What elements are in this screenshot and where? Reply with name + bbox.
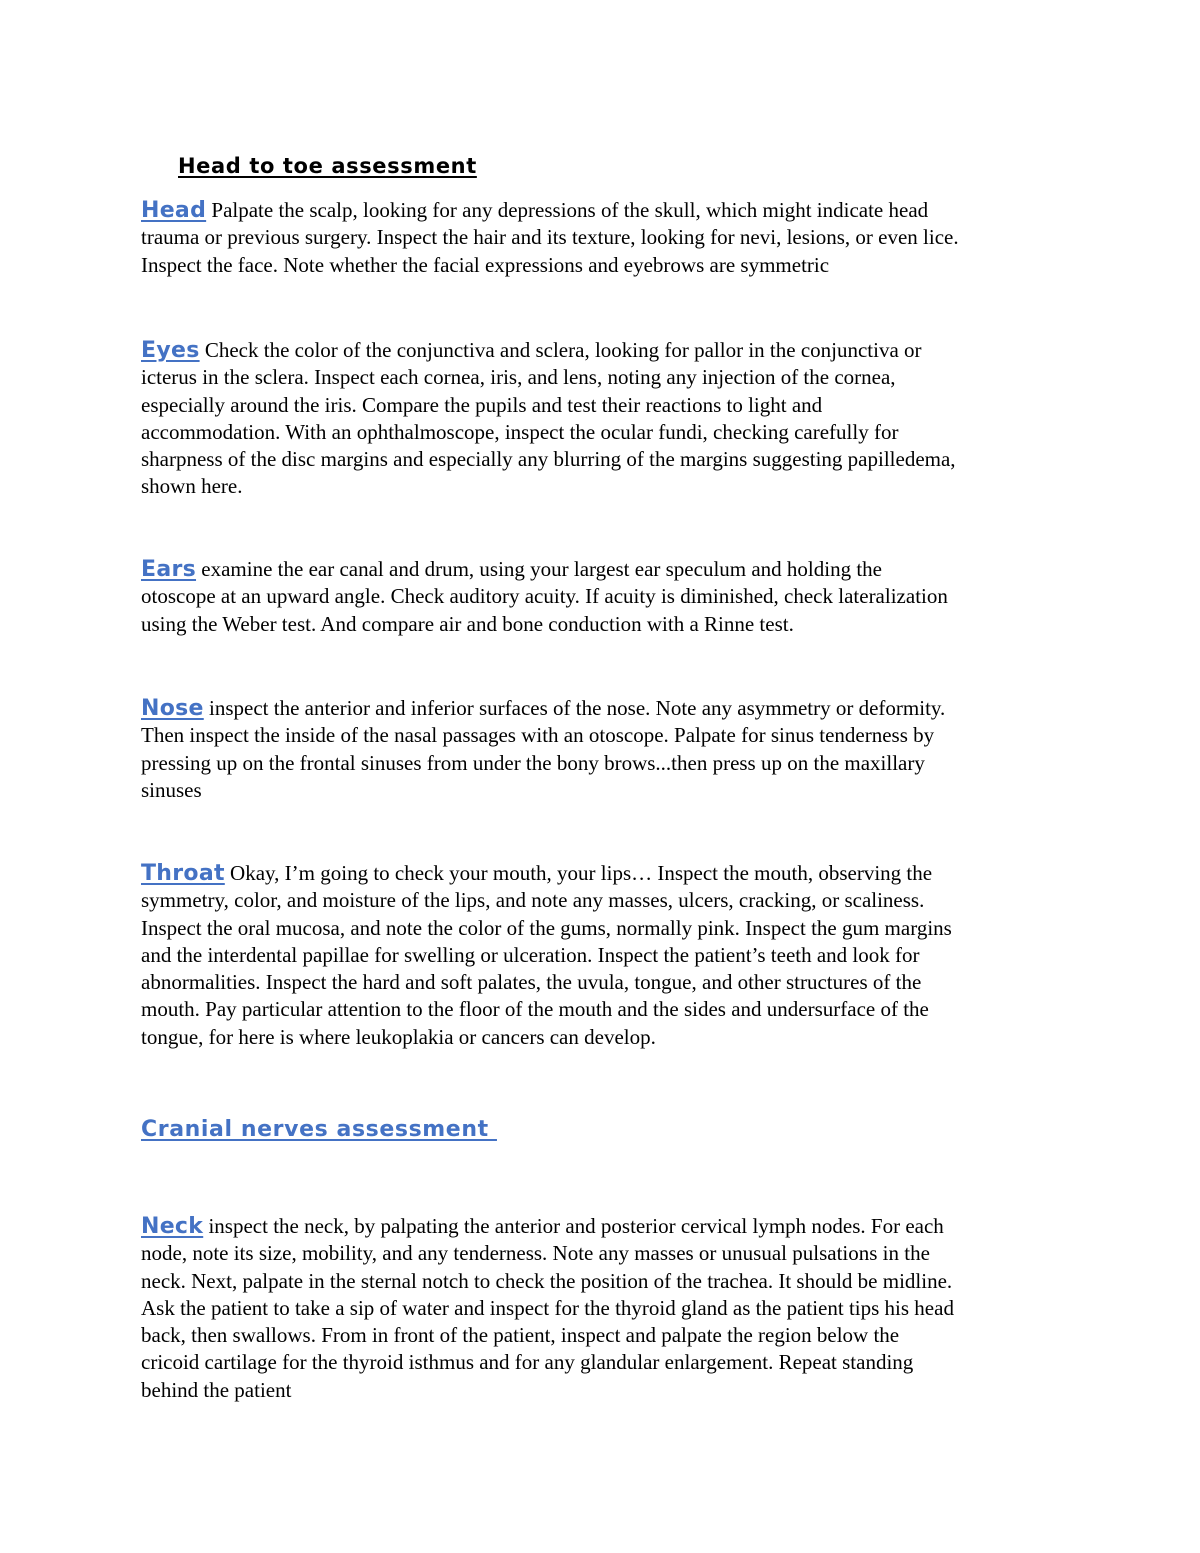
section-line: symmetry, color, and moisture of the lips, and note any masses, ulcers, cracking, or scaliness. (141, 888, 925, 913)
section-line: sinuses (141, 777, 202, 802)
section-line: Palpate the scalp, looking for any depressions of the skull, which might indicate head (211, 198, 929, 222)
section-line: Then inspect the inside of the nasal passages with an otoscope. Palpate for sinus tenderness by (141, 723, 935, 748)
section-line: trauma or previous surgery. Inspect the hair and its texture, looking for nevi, lesions, or even lice. (141, 225, 959, 250)
section-line: Okay, I’m going to check your mouth, your lips… Inspect the mouth, observing the (230, 861, 933, 885)
section-line: accommodation. With an ophthalmoscope, inspect the ocular fundi, checking carefully for (141, 419, 899, 444)
section-heading-ears: Ears (141, 557, 197, 582)
section-heading-neck: Neck (141, 1214, 204, 1239)
section-line: icterus in the sclera. Inspect each cornea, iris, and lens, noting any injection of the cornea, (141, 365, 896, 390)
section-line: examine the ear canal and drum, using your largest ear speculum and holding the (201, 557, 883, 581)
section-head (141, 197, 1071, 279)
section-nose (141, 695, 1071, 804)
section-line: Ask the patient to take a sip of water and inspect for the thyroid gland as the patient tips his head (141, 1295, 954, 1320)
section-line: node, note its size, mobility, and any tenderness. Note any masses or unusual pulsations in the (141, 1241, 930, 1266)
page-title: Head to toe assessment (178, 154, 477, 178)
section-line: especially around the iris. Compare the pupils and test their reactions to light and (141, 392, 823, 417)
section-line: inspect the anterior and inferior surfaces of the nose. Note any asymmetry or deformity. (209, 696, 946, 720)
section-line: Inspect the oral mucosa, and note the color of the gums, normally pink. Inspect the gum margins (141, 915, 952, 940)
section-line: otoscope at an upward angle. Check auditory acuity. If acuity is diminished, check lateralization (141, 584, 948, 609)
cranial-nerves-heading: Cranial nerves assessment (141, 1117, 497, 1142)
section-line: back, then swallows. From in front of the patient, inspect and palpate the region below the (141, 1323, 900, 1348)
section-ears (141, 556, 1071, 638)
section-line: inspect the neck, by palpating the anterior and posterior cervical lymph nodes. For each (208, 1214, 944, 1238)
section-eyes (141, 337, 1071, 501)
section-line: using the Weber test. And compare air and bone conduction with a Rinne test. (141, 611, 794, 636)
section-line: mouth. Pay particular attention to the floor of the mouth and the sides and undersurface of the (141, 997, 929, 1022)
section-line: tongue, for here is where leukoplakia or cancers can develop. (141, 1024, 656, 1049)
section-line: pressing up on the frontal sinuses from under the bony brows...then press up on the maxillary (141, 750, 925, 775)
section-heading-nose: Nose (141, 696, 204, 721)
section-line: Check the color of the conjunctiva and sclera, looking for pallor in the conjunctiva or (204, 338, 922, 362)
section-line: Inspect the face. Note whether the facial expressions and eyebrows are symmetric (141, 252, 830, 277)
section-line: abnormalities. Inspect the hard and soft palates, the uvula, tongue, and other structures of the (141, 970, 922, 995)
section-heading-head: Head (141, 198, 207, 223)
section-line: cricoid cartilage for the thyroid isthmus and for any glandular enlargement. Repeat standing (141, 1350, 914, 1375)
section-line: behind the patient (141, 1377, 292, 1402)
section-heading-eyes: Eyes (141, 338, 200, 363)
section-neck (141, 1213, 1071, 1404)
section-line: neck. Next, palpate in the sternal notch to check the position of the trachea. It should be midline. (141, 1268, 953, 1293)
section-line: shown here. (141, 474, 243, 499)
section-line: and the interdental papillae for swelling or ulceration. Inspect the patient’s teeth and look for (141, 942, 920, 967)
section-heading-throat: Throat (141, 861, 225, 886)
section-throat (141, 860, 1071, 1051)
section-line: sharpness of the disc margins and especially any blurring of the margins suggesting papilledema, (141, 447, 956, 472)
